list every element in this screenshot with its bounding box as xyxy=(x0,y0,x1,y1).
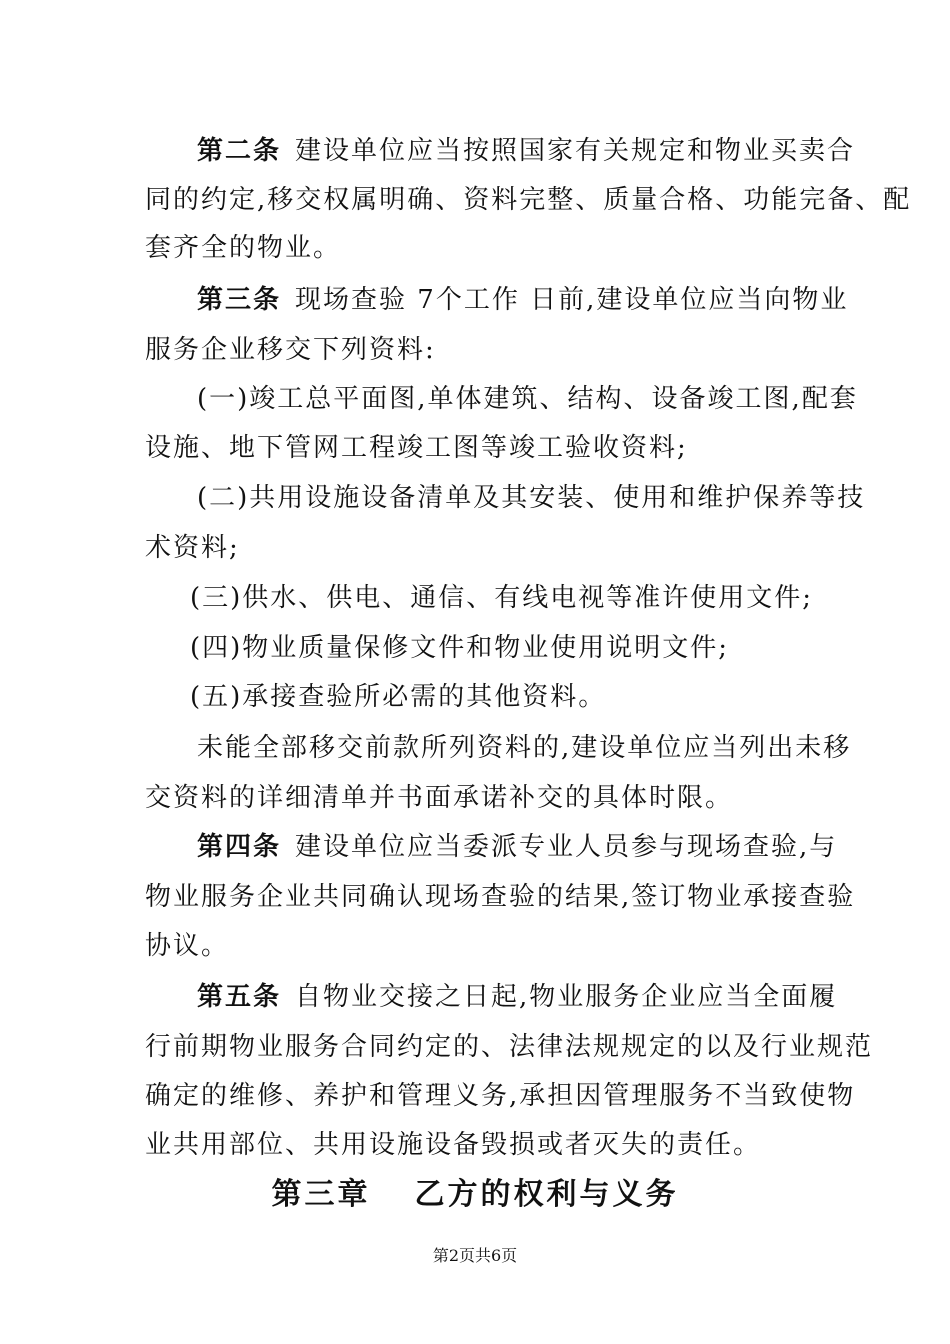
article-5-line-3: 确定的维修、养护和管理义务,承担因管理服务不当致使物 xyxy=(145,1081,856,1111)
article-3-item-3: (三)供水、供电、通信、有线电视等准许使用文件; xyxy=(190,583,814,613)
article-3-item-2-line-1: (二)共用设施设备清单及其安装、使用和维护保养等技 xyxy=(197,483,866,513)
article-3-item-5: (五)承接查验所必需的其他资料。 xyxy=(190,682,607,712)
article-3-item-2-line-2: 术资料; xyxy=(145,533,240,563)
article-3-item-1-line-2: 设施、地下管网工程竣工图等竣工验收资料; xyxy=(145,433,688,463)
article-5-line-4: 业共用部位、共用设施设备毁损或者灭失的责任。 xyxy=(145,1130,762,1160)
article-3-item-4: (四)物业质量保修文件和物业使用说明文件; xyxy=(190,633,730,663)
article-4-heading: 第四条 xyxy=(197,832,282,862)
article-4-text: 建设单位应当委派专业人员参与现场查验,与 xyxy=(295,832,838,862)
article-5-line-2: 行前期物业服务合同约定的、法律法规规定的以及行业规范 xyxy=(145,1032,874,1062)
chapter-number: 第三章 xyxy=(271,1177,371,1212)
article-2-text: 建设单位应当按照国家有关规定和物业买卖合 xyxy=(295,136,856,166)
page-footer: 第2页共6页 xyxy=(432,1246,518,1265)
article-2-line-2: 同的约定,移交权属明确、资料完整、质量合格、功能完备、配 xyxy=(145,185,912,215)
chapter-title: 乙方的权利与义务 xyxy=(414,1177,679,1212)
article-3-item-1-line-1: (一)竣工总平面图,单体建筑、结构、设备竣工图,配套 xyxy=(197,384,858,414)
article-2-line-3: 套齐全的物业。 xyxy=(145,233,342,263)
article-3-heading: 第三条 xyxy=(197,285,282,315)
chapter-heading xyxy=(0,1175,950,1215)
article-5-heading: 第五条 xyxy=(197,982,282,1012)
article-3-note-line-1: 未能全部移交前款所列资料的,建设单位应当列出未移 xyxy=(197,733,852,763)
article-2-heading: 第二条 xyxy=(197,136,282,166)
article-2-line-1 xyxy=(197,134,856,168)
article-3-line-2: 服务企业移交下列资料: xyxy=(145,335,436,365)
article-3-note-line-2: 交资料的详细清单并书面承诺补交的具体时限。 xyxy=(145,783,734,813)
article-4-line-3: 协议。 xyxy=(145,931,230,961)
article-5-text: 自物业交接之日起,物业服务企业应当全面履 xyxy=(295,982,838,1012)
article-5-line-1 xyxy=(197,980,838,1014)
article-3-line-1 xyxy=(197,283,849,317)
article-4-line-2: 物业服务企业共同确认现场查验的结果,签订物业承接查验 xyxy=(145,882,856,912)
article-3-text: 现场查验 7个工作 日前,建设单位应当向物业 xyxy=(295,285,849,315)
article-4-line-1 xyxy=(197,830,838,864)
